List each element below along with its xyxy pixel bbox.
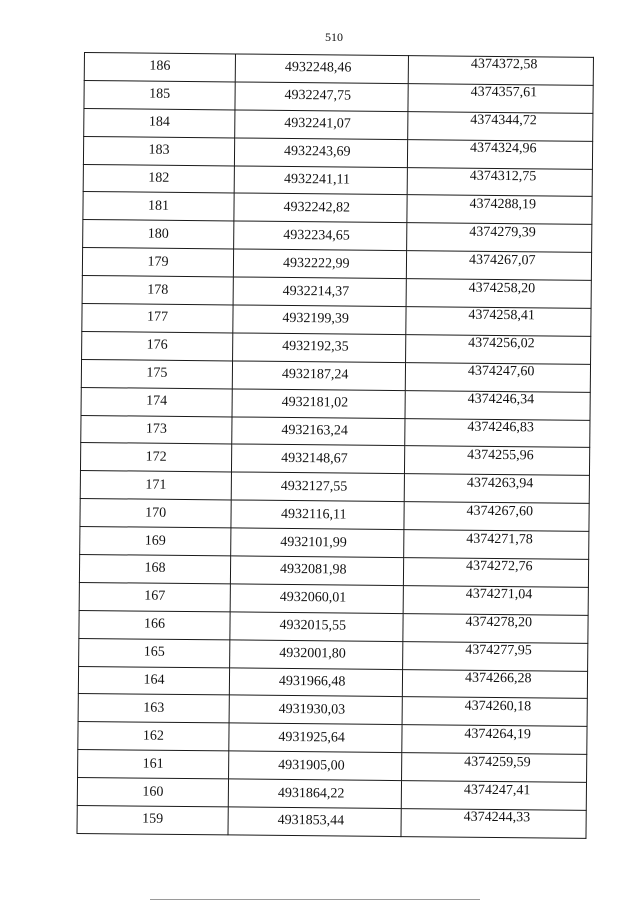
y-coordinate-cell bbox=[404, 530, 589, 560]
point-number-cell-text: 178 bbox=[147, 282, 169, 298]
x-coordinate-cell bbox=[229, 695, 403, 725]
y-coordinate-cell bbox=[404, 502, 589, 532]
point-number-cell-text: 170 bbox=[145, 505, 167, 521]
point-number-cell-text: 165 bbox=[143, 644, 165, 660]
y-coordinate-cell bbox=[407, 279, 592, 309]
y-coordinate-cell-text: 4374267,60 bbox=[466, 503, 534, 520]
y-coordinate-cell bbox=[406, 362, 591, 392]
y-coordinate-cell bbox=[402, 781, 587, 811]
point-number-cell bbox=[84, 108, 235, 137]
point-number-cell-text: 159 bbox=[142, 812, 164, 828]
x-coordinate-cell bbox=[231, 528, 405, 558]
point-number-cell-text: 182 bbox=[148, 170, 170, 186]
x-coordinate-cell-text: 4932001,80 bbox=[279, 646, 346, 662]
x-coordinate-cell-text: 4932116,11 bbox=[281, 506, 347, 523]
x-coordinate-cell bbox=[233, 249, 407, 279]
point-number-cell bbox=[82, 248, 233, 277]
point-number-cell-text: 176 bbox=[146, 337, 168, 354]
point-number-cell-text: 169 bbox=[144, 533, 166, 549]
y-coordinate-cell-text: 4374258,41 bbox=[468, 308, 536, 324]
point-number-cell-text: 171 bbox=[145, 477, 167, 493]
y-coordinate-cell bbox=[405, 446, 590, 476]
y-coordinate-cell-text: 4374271,04 bbox=[465, 587, 533, 603]
y-coordinate-cell bbox=[402, 697, 587, 727]
x-coordinate-cell bbox=[232, 417, 406, 447]
x-coordinate-cell-text: 4932241,11 bbox=[283, 171, 351, 188]
y-coordinate-cell-text: 4374288,19 bbox=[469, 196, 537, 213]
point-number-cell-text: 183 bbox=[148, 142, 170, 158]
point-number-cell bbox=[79, 582, 230, 611]
x-coordinate-cell bbox=[228, 779, 402, 809]
point-number-cell-text: 184 bbox=[148, 114, 170, 131]
y-coordinate-cell-text: 4374255,96 bbox=[467, 447, 534, 464]
point-number-cell bbox=[81, 359, 232, 388]
x-coordinate-cell bbox=[235, 54, 409, 84]
y-coordinate-cell-text: 4374266,28 bbox=[464, 670, 532, 687]
y-coordinate-cell-text: 4374246,34 bbox=[467, 391, 535, 408]
x-coordinate-cell bbox=[229, 668, 403, 698]
y-coordinate-cell bbox=[402, 753, 587, 783]
point-number-cell bbox=[78, 750, 229, 779]
x-coordinate-cell bbox=[232, 444, 406, 474]
y-coordinate-cell-text: 4374263,94 bbox=[466, 475, 534, 492]
x-coordinate-cell-text: 4932214,37 bbox=[282, 283, 350, 300]
point-number-cell-text: 186 bbox=[149, 59, 171, 75]
y-coordinate-cell bbox=[403, 641, 588, 671]
x-coordinate-cell-text: 4932242,82 bbox=[283, 199, 351, 216]
y-coordinate-cell bbox=[404, 586, 589, 616]
point-number-cell-text: 160 bbox=[142, 784, 164, 800]
y-coordinate-cell-text: 4374277,95 bbox=[465, 642, 532, 659]
x-coordinate-cell bbox=[232, 389, 406, 419]
y-coordinate-cell bbox=[409, 56, 594, 86]
x-coordinate-cell-text: 4932181,02 bbox=[281, 395, 349, 411]
x-coordinate-cell-text: 4932241,07 bbox=[284, 116, 351, 132]
x-coordinate-cell bbox=[234, 166, 408, 196]
x-coordinate-cell bbox=[228, 807, 402, 837]
x-coordinate-cell-text: 4931864,22 bbox=[277, 785, 345, 802]
point-number-cell-text: 168 bbox=[144, 561, 166, 577]
y-coordinate-cell bbox=[404, 558, 589, 588]
point-number-cell-text: 164 bbox=[143, 672, 165, 688]
x-coordinate-cell bbox=[229, 723, 403, 753]
x-coordinate-cell-text: 4932247,75 bbox=[284, 88, 352, 104]
x-coordinate-cell-text: 4932127,55 bbox=[280, 478, 348, 495]
y-coordinate-cell bbox=[406, 307, 591, 337]
x-coordinate-cell bbox=[235, 110, 409, 140]
x-coordinate-cell bbox=[233, 305, 407, 335]
point-number-cell-text: 172 bbox=[145, 449, 167, 465]
y-coordinate-cell bbox=[403, 669, 588, 699]
point-number-cell-text: 179 bbox=[147, 254, 169, 270]
y-coordinate-cell bbox=[408, 139, 593, 169]
y-coordinate-cell-text: 4374259,59 bbox=[464, 754, 531, 771]
point-number-cell bbox=[80, 471, 231, 500]
coordinates-table bbox=[76, 52, 593, 839]
y-coordinate-cell-text: 4374357,61 bbox=[470, 85, 538, 101]
point-number-cell bbox=[81, 415, 232, 444]
point-number-cell bbox=[82, 304, 233, 333]
x-coordinate-cell bbox=[230, 556, 404, 586]
point-number-cell bbox=[82, 331, 233, 360]
y-coordinate-cell bbox=[407, 223, 592, 253]
x-coordinate-cell bbox=[230, 640, 404, 670]
y-coordinate-cell bbox=[405, 390, 590, 420]
point-number-cell bbox=[78, 694, 229, 723]
x-coordinate-cell-text: 4932060,01 bbox=[279, 590, 347, 606]
point-number-cell bbox=[82, 276, 233, 305]
y-coordinate-cell bbox=[401, 809, 586, 839]
point-number-cell-text: 166 bbox=[143, 616, 166, 633]
x-coordinate-cell bbox=[234, 193, 408, 223]
x-coordinate-cell-text: 4932081,98 bbox=[279, 562, 347, 579]
y-coordinate-cell bbox=[407, 195, 592, 225]
y-coordinate-cell-text: 4374246,83 bbox=[467, 419, 534, 436]
y-coordinate-cell-text: 4374247,60 bbox=[467, 363, 535, 380]
x-coordinate-cell-text: 4932243,69 bbox=[283, 144, 351, 160]
point-number-cell bbox=[78, 722, 229, 751]
y-coordinate-cell bbox=[406, 335, 591, 365]
x-coordinate-cell-text: 4932199,39 bbox=[282, 311, 350, 328]
x-coordinate-cell-text: 4931853,44 bbox=[277, 813, 345, 830]
point-number-cell-text: 162 bbox=[142, 728, 165, 744]
point-number-cell bbox=[81, 387, 232, 416]
x-coordinate-cell bbox=[232, 361, 406, 391]
point-number-cell-text: 177 bbox=[146, 310, 169, 326]
x-coordinate-cell-text: 4932015,55 bbox=[279, 618, 347, 634]
y-coordinate-cell bbox=[408, 111, 593, 141]
point-number-cell-text: 175 bbox=[146, 365, 168, 382]
coordinates-table-body bbox=[77, 53, 593, 839]
y-coordinate-cell-text: 4374264,19 bbox=[464, 726, 532, 743]
y-coordinate-cell bbox=[407, 251, 592, 281]
x-coordinate-cell bbox=[235, 82, 409, 112]
point-number-cell-text: 174 bbox=[146, 393, 168, 409]
point-number-cell bbox=[80, 527, 231, 556]
y-coordinate-cell-text: 4374260,18 bbox=[464, 698, 532, 715]
point-number-cell bbox=[79, 610, 230, 639]
x-coordinate-cell-text: 4931925,64 bbox=[278, 729, 346, 746]
y-coordinate-cell-text: 4374256,02 bbox=[468, 336, 535, 352]
point-number-cell-text: 180 bbox=[147, 226, 169, 242]
y-coordinate-cell bbox=[408, 167, 593, 197]
point-number-cell bbox=[77, 806, 228, 835]
y-coordinate-cell-text: 4374247,41 bbox=[463, 782, 531, 798]
y-coordinate-cell bbox=[405, 474, 590, 504]
x-coordinate-cell-text: 4931930,03 bbox=[278, 701, 346, 718]
point-number-cell bbox=[83, 220, 234, 249]
x-coordinate-cell-text: 4932222,99 bbox=[282, 255, 350, 272]
point-number-cell bbox=[77, 778, 228, 807]
y-coordinate-cell-text: 4374258,20 bbox=[468, 280, 536, 296]
x-coordinate-cell-text: 4932187,24 bbox=[281, 367, 349, 383]
x-coordinate-cell bbox=[234, 138, 408, 168]
point-number-cell bbox=[84, 80, 235, 109]
y-coordinate-cell-text: 4374267,07 bbox=[468, 252, 536, 269]
point-number-cell-text: 161 bbox=[142, 756, 164, 772]
point-number-cell-text: 185 bbox=[149, 86, 171, 103]
x-coordinate-cell-text: 4932234,65 bbox=[283, 227, 350, 244]
y-coordinate-cell-text: 4374278,20 bbox=[465, 614, 533, 631]
y-coordinate-cell-text: 4374271,78 bbox=[466, 531, 533, 547]
point-number-cell-text: 167 bbox=[144, 588, 166, 605]
point-number-cell bbox=[84, 53, 235, 82]
point-number-cell bbox=[80, 443, 231, 472]
x-coordinate-cell-text: 4932248,46 bbox=[284, 60, 352, 77]
point-number-cell-text: 181 bbox=[147, 198, 170, 214]
x-coordinate-cell-text: 4931966,48 bbox=[278, 673, 346, 690]
y-coordinate-cell bbox=[408, 84, 593, 114]
point-number-cell bbox=[80, 499, 231, 528]
x-coordinate-cell-text: 4931905,00 bbox=[278, 757, 345, 774]
x-coordinate-cell-text: 4932148,67 bbox=[281, 450, 348, 467]
x-coordinate-cell bbox=[230, 612, 404, 642]
x-coordinate-cell-text: 4932101,99 bbox=[280, 534, 347, 551]
point-number-cell bbox=[83, 192, 234, 221]
point-number-cell bbox=[83, 164, 234, 193]
y-coordinate-cell bbox=[402, 725, 587, 755]
point-number-cell bbox=[79, 638, 230, 667]
x-coordinate-cell bbox=[231, 500, 405, 530]
scan-edge-line bbox=[150, 899, 480, 900]
x-coordinate-cell bbox=[233, 277, 407, 307]
x-coordinate-cell bbox=[231, 472, 405, 502]
y-coordinate-cell-text: 4374344,72 bbox=[470, 112, 537, 129]
y-coordinate-cell-text: 4374272,76 bbox=[465, 559, 533, 575]
y-coordinate-cell-text: 4374279,39 bbox=[469, 224, 536, 241]
y-coordinate-cell-text: 4374372,58 bbox=[470, 57, 538, 73]
y-coordinate-cell-text: 4374312,75 bbox=[469, 168, 537, 185]
point-number-cell-text: 163 bbox=[143, 700, 165, 716]
x-coordinate-cell bbox=[230, 584, 404, 614]
x-coordinate-cell-text: 4932163,24 bbox=[281, 422, 348, 439]
point-number-cell-text: 173 bbox=[145, 421, 167, 437]
x-coordinate-cell-text: 4932192,35 bbox=[282, 339, 349, 355]
x-coordinate-cell bbox=[234, 221, 408, 251]
point-number-cell bbox=[79, 555, 230, 584]
y-coordinate-cell bbox=[403, 613, 588, 643]
x-coordinate-cell bbox=[233, 333, 407, 363]
y-coordinate-cell-text: 4374244,33 bbox=[463, 810, 531, 826]
point-number-cell bbox=[78, 666, 229, 695]
y-coordinate-cell-text: 4374324,96 bbox=[469, 140, 537, 157]
y-coordinate-cell bbox=[405, 418, 590, 448]
table-row bbox=[77, 806, 586, 839]
point-number-cell bbox=[83, 136, 234, 165]
x-coordinate-cell bbox=[229, 751, 403, 781]
page-number: 510 bbox=[325, 30, 343, 44]
